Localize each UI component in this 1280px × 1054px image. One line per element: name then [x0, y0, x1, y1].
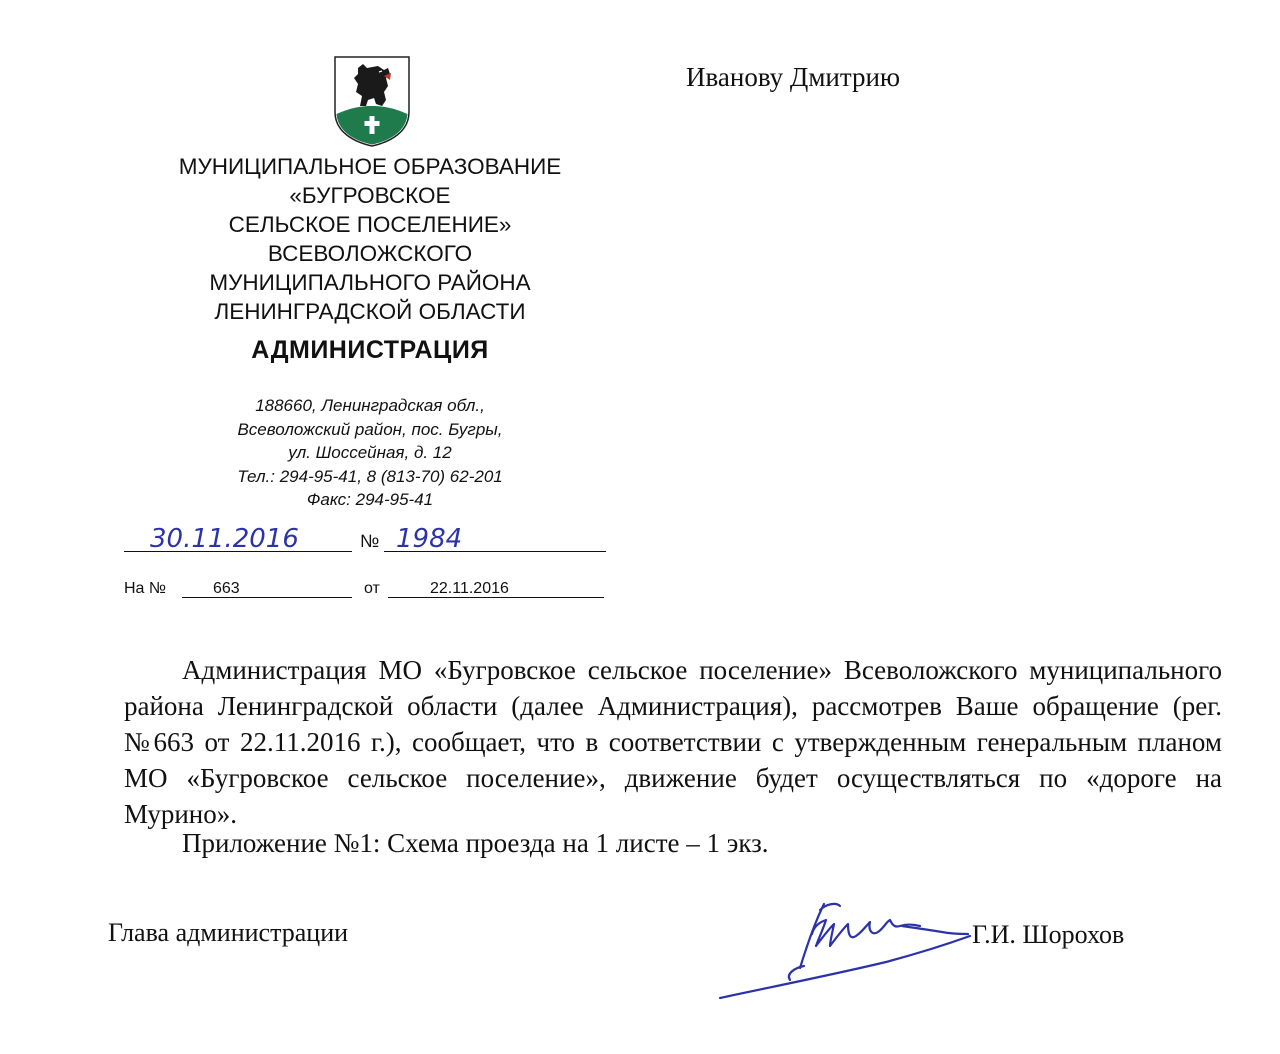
signatory-name: Г.И. Шорохов	[972, 920, 1125, 949]
org-line: МУНИЦИПАЛЬНОГО РАЙОНА	[209, 270, 531, 295]
reference-date: 22.11.2016	[430, 580, 509, 597]
address-block	[150, 394, 590, 512]
org-line: ЛЕНИНГРАДСКОЙ ОБЛАСТИ	[214, 299, 526, 324]
organization-name-block	[150, 152, 590, 326]
coat-of-arms-icon	[332, 54, 412, 148]
address-line: Факс: 294-95-41	[306, 490, 434, 509]
recipient-name: Иванову Дмитрию	[686, 62, 901, 92]
letter-body	[124, 652, 1222, 832]
address-line: 188660, Ленинградская обл.,	[255, 396, 485, 415]
org-line: МУНИЦИПАЛЬНОЕ ОБРАЗОВАНИЕ	[178, 154, 562, 179]
reference-number-line	[182, 597, 352, 598]
org-line: СЕЛЬСКОЕ ПОСЕЛЕНИЕ»	[228, 212, 512, 237]
administration-title: АДМИНИСТРАЦИЯ	[251, 336, 489, 364]
reference-number-label: На №	[124, 580, 167, 597]
reference-number: 663	[213, 580, 240, 597]
address-line: ул. Шоссейная, д. 12	[288, 443, 452, 462]
registration-number: 1984	[396, 524, 463, 554]
address-line: Тел.: 294-95-41, 8 (813-70) 62-201	[237, 466, 503, 486]
attachment-line: Приложение №1: Схема проезда на 1 листе – 1 экз.	[182, 828, 769, 858]
registration-date: 30.11.2016	[150, 524, 299, 554]
org-line: ВСЕВОЛОЖСКОГО	[267, 241, 473, 266]
signature-icon	[716, 890, 976, 1005]
signatory-title: Глава администрации	[108, 918, 349, 947]
address-line: Всеволожский район, пос. Бугры,	[237, 419, 503, 439]
org-line: «БУГРОВСКОЕ	[289, 183, 451, 208]
reference-date-label: от	[364, 580, 380, 597]
registration-number-label: №	[360, 531, 380, 551]
body-paragraph: Администрация МО «Бугровское сельское поселение» Всеволожского муниципального района Ленинградской области (далее Администрация), рассмотрев Ваше обращение (рег. №663 от 22.11.2016 г.), сообщает, что в соответствии с утвержденным генеральным планом МО «Бугровское сельское поселение», движение будет осуществляться по «дороге на Мурино».	[124, 655, 1222, 829]
